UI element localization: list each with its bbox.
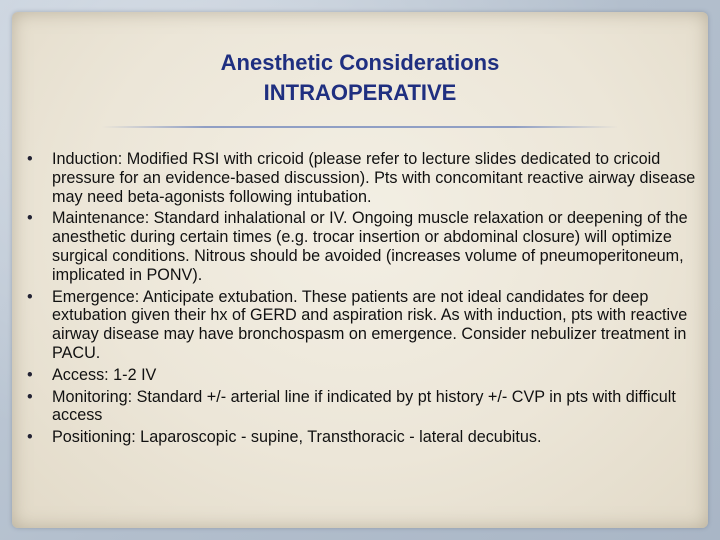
bullet-text: Emergence: Anticipate extubation. These patients are not ideal candidates for deep extubation given their hx of GERD and aspiration risk. As with induction, pts with reactive airway disease may have bronchospasm on emergence. Consider nebulizer treatment in PACU.	[52, 287, 688, 362]
bullet-text: Positioning: Laparoscopic - supine, Transthoracic - lateral decubitus.	[52, 428, 542, 447]
bullet-icon: •	[27, 428, 33, 447]
bullet-item-induction	[26, 150, 696, 206]
bullet-item-access	[26, 366, 696, 385]
bullet-list	[26, 150, 696, 450]
bullet-icon: •	[27, 387, 33, 406]
slide-title: Anesthetic Considerations	[220, 50, 500, 75]
bullet-icon: •	[27, 287, 33, 306]
slide-subtitle: INTRAOPERATIVE	[263, 80, 457, 105]
bullet-text: Maintenance: Standard inhalational or IV. Ongoing muscle relaxation or deepening of the anesthetic during certain times (e.g. trocar insertion or abdominal closure) will optimize surgical conditions. Nitrous should be avoided (increases volume of pneumoperitoneum, implicated in PONV).	[52, 209, 688, 284]
bullet-item-monitoring	[26, 388, 696, 426]
bullet-text: Induction: Modified RSI with cricoid (please refer to lecture slides dedicated to cricoid pressure for an evidence-based discussion). Pts with concomitant reactive airway disease may need beta-agonists following intubation.	[52, 150, 696, 206]
bullet-icon: •	[27, 209, 33, 228]
bullet-text: Monitoring: Standard +/- arterial line if indicated by pt history +/- CVP in pts with difficult access	[52, 387, 676, 425]
bullet-item-maintenance	[26, 209, 696, 284]
bullet-text: Access: 1-2 IV	[52, 365, 157, 384]
bullet-item-emergence	[26, 288, 696, 363]
bullet-icon: •	[27, 150, 33, 168]
title-divider	[102, 126, 618, 128]
bullet-icon: •	[27, 365, 33, 384]
bullet-item-positioning	[26, 428, 696, 447]
slide-paper-background	[12, 12, 708, 528]
